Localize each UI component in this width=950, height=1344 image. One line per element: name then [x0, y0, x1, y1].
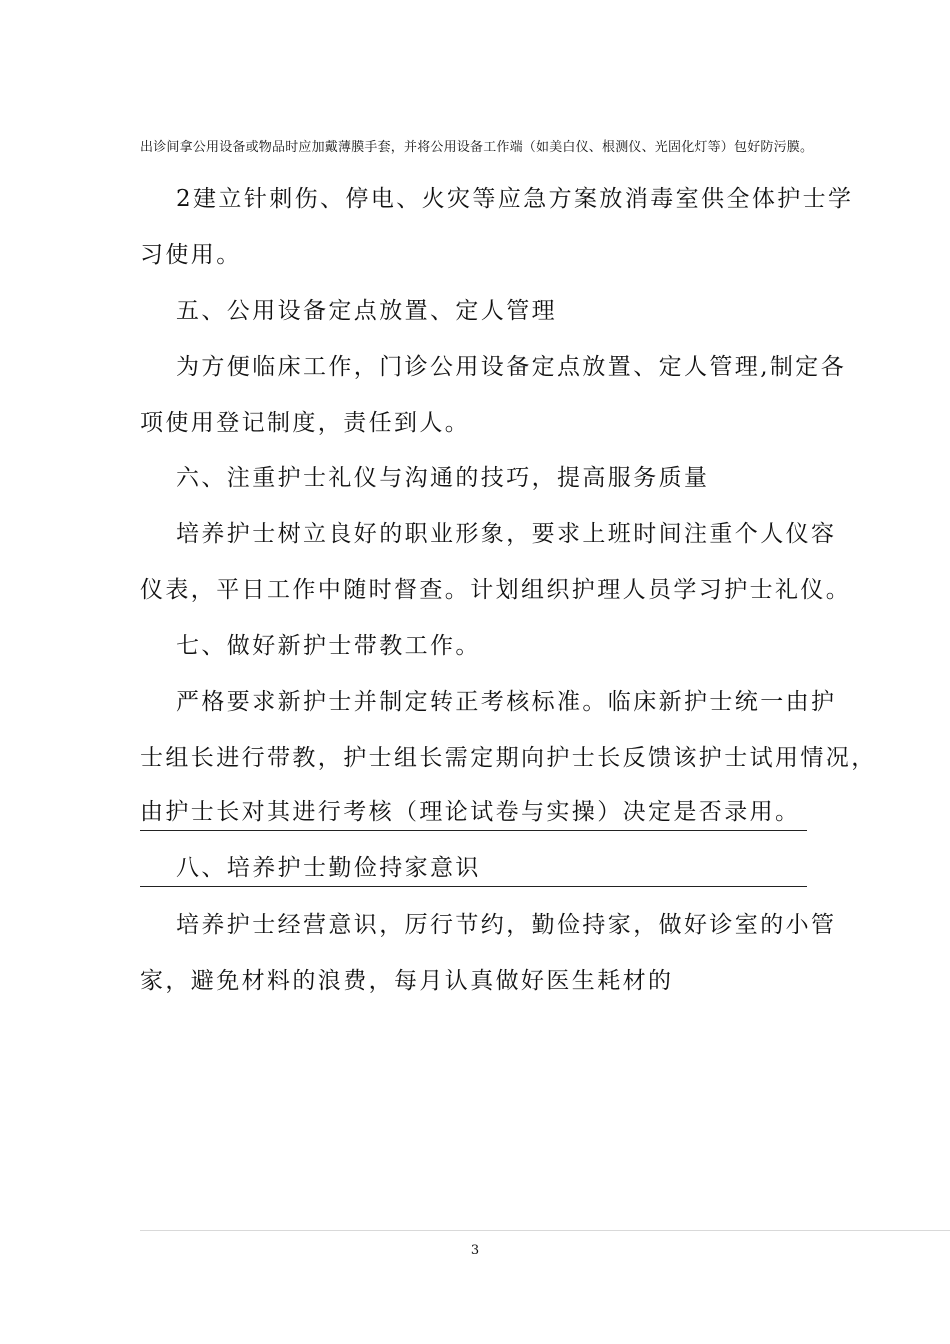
paragraph-line: 由护士长对其进行考核（理论试卷与实操）决定是否录用。 — [140, 799, 801, 825]
paragraph-line: 严格要求新护士并制定转正考核标准。临床新护士统一由护 — [176, 689, 837, 715]
horizontal-rule — [140, 830, 807, 831]
horizontal-rule — [140, 886, 807, 887]
page-number: 3 — [470, 1243, 480, 1258]
paragraph-line: 为方便临床工作，门诊公用设备定点放置、定人管理,制定各 — [176, 354, 847, 380]
section-heading-6: 六、注重护士礼仪与沟通的技巧，提高服务质量 — [176, 465, 710, 491]
section-heading-5: 五、公用设备定点放置、定人管理 — [176, 298, 557, 324]
paragraph-line: 仪表，平日工作中随时督查。计划组织护理人员学习护士礼仪。 — [140, 577, 852, 603]
paragraph-line: 家，避免材料的浪费，每月认真做好医生耗材的 — [140, 968, 674, 994]
paragraph-line: 士组长进行带教，护士组长需定期向护士长反馈该护士试用情况， — [140, 745, 877, 771]
footer-divider — [140, 1230, 950, 1231]
paragraph-line: 2建立针刺伤、停电、火灾等应急方案放消毒室供全体护士学 — [176, 186, 854, 212]
section-heading-7: 七、做好新护士带教工作。 — [176, 633, 481, 659]
paragraph-line: 习使用。 — [140, 242, 242, 268]
paragraph-line: 培养护士经营意识，厉行节约，勤俭持家，做好诊室的小管 — [176, 912, 837, 938]
top-note: 出诊间拿公用设备或物品时应加戴薄膜手套，并将公用设备工作端（如美白仪、根测仪、光固化灯等）包好防污膜。 — [140, 140, 814, 155]
paragraph-line: 培养护士树立良好的职业形象，要求上班时间注重个人仪容 — [176, 521, 837, 547]
paragraph-line: 项使用登记制度，责任到人。 — [140, 410, 471, 436]
section-heading-8: 八、培养护士勤俭持家意识 — [176, 855, 481, 881]
